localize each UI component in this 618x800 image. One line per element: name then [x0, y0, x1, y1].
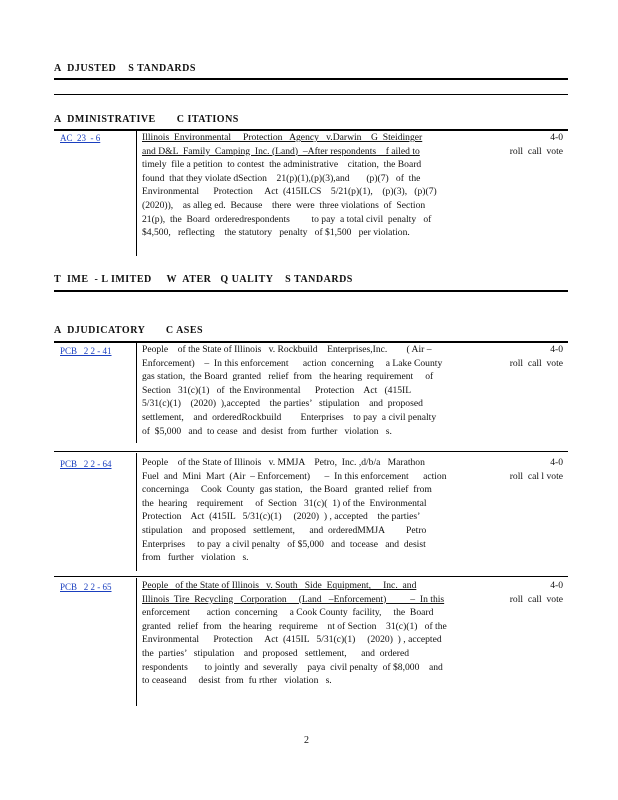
- case-text-line: $4,500, reflecting the statutory penalty of $1,500 per violation.: [142, 227, 410, 239]
- case-number-link[interactable]: PCB 2 2 - 64: [60, 459, 112, 469]
- case-text-line: Environmental Protection Act (415IL 5/31(c)(1) (2020) ) , accepted: [142, 634, 442, 646]
- case-caption-line: Illinois Environmental Protection Agency v.Darwin G Steidinger: [142, 132, 423, 143]
- case-text-line: 5/31(c)(1) (2020) ),accepted the parties’ stipulation and proposed: [142, 398, 423, 410]
- case-text-line: People of the State of Illinois v. MMJA Petro, Inc. ,d/b/a Marathon: [142, 457, 425, 468]
- case-text-line: Fuel and Mini Mart (Air – Enforcement) – In this enforcement action: [142, 470, 447, 482]
- heading-rule: [54, 78, 568, 80]
- vote-block: [490, 579, 563, 606]
- case-text-line: Enforcement) – In this enforcement action concerning a Lake County: [142, 357, 443, 369]
- case-divider-line: [136, 343, 137, 443]
- vote-count: 4-0: [550, 132, 563, 143]
- case-text-line: People of the State of Illinois v. Rockbuild Enterprises,Inc. ( Air –: [142, 344, 432, 355]
- case-text-line: the hearing requirement of Section 31(c)( 1) of the Environmental: [142, 497, 427, 509]
- time-limited-heading: T IME - L IMITED W ATER Q UALITY S TANDARDS: [54, 274, 353, 285]
- adjusted-standards-heading: A DJUSTED S TANDARDS: [54, 63, 196, 74]
- case-caption-line: and D&L Family Camping Inc. (Land) –After respondents f ailed to: [142, 145, 420, 157]
- vote-block: [490, 343, 563, 370]
- vote-block: [490, 131, 563, 158]
- vote-type: roll cal l vote: [509, 470, 563, 482]
- case-text-line: 21(p), the Board orderedrespondents to pay a total civil penalty of: [142, 213, 432, 225]
- case-summary: [142, 131, 502, 240]
- case-text-line: (2020)), as alleg ed. Because there were three violations of Section: [142, 199, 426, 211]
- case-separator: [54, 451, 568, 452]
- case-summary: [142, 579, 502, 688]
- case-text-line: settlement, and orderedRockbuild Enterprises to pay a civil penalty: [142, 411, 437, 423]
- case-text-line: Environmental Protection Act (415ILCS 5/21(p)(1), (p)(3), (p)(7): [142, 186, 437, 198]
- case-text-line: timely file a petition to contest the administrative citation, the Board: [142, 159, 422, 171]
- case-number-link[interactable]: PCB 2 2 - 65: [60, 582, 112, 592]
- case-divider-line: [136, 578, 137, 706]
- case-summary: [142, 343, 502, 438]
- case-divider-line: [136, 453, 137, 571]
- case-summary: [142, 456, 502, 565]
- case-number-link[interactable]: AC 23 - 6: [60, 133, 101, 143]
- case-text-line: from further violation s.: [142, 552, 249, 564]
- vote-type: roll call vote: [509, 593, 563, 605]
- case-text-line: found that they violate dSection 21(p)(1),(p)(3),and (p)(7) of the: [142, 172, 421, 184]
- case-text-line: concerninga Cook County gas station, the Board granted relief from: [142, 484, 432, 496]
- vote-count: 4-0: [550, 457, 563, 468]
- case-text-line: stipulation and proposed settlement, and orderedMMJA Petro: [142, 524, 427, 536]
- case-text-line: Protection Act (415IL 5/31(c)(1) (2020) ) , accepted the parties’: [142, 511, 421, 523]
- vote-count: 4-0: [550, 344, 563, 355]
- case-divider-line: [136, 131, 137, 256]
- case-text-line: to ceaseand desist from fu rther violation s.: [142, 675, 332, 687]
- page-number: 2: [304, 735, 309, 746]
- case-caption-line: Illinois Tire Recycling Corporation (Land –Enforcement) – In this: [142, 593, 445, 605]
- case-text-line: Enterprises to pay a civil penalty of $5,000 and tocease and desist: [142, 538, 426, 550]
- case-caption-line: People of the State of Illinois v. South Side Equipment, Inc. and: [142, 580, 417, 591]
- case-separator: [54, 576, 568, 577]
- case-text-line: enforcement action concerning a Cook County facility, the Board: [142, 607, 434, 619]
- vote-type: roll call vote: [509, 357, 563, 369]
- case-text-line: gas station, the Board granted relief from the hearing requirement of: [142, 371, 434, 383]
- vote-type: roll call vote: [509, 145, 563, 157]
- vote-count: 4-0: [550, 580, 563, 591]
- case-number-link[interactable]: PCB 2 2 - 41: [60, 346, 112, 356]
- vote-block: [490, 456, 563, 483]
- case-text-line: respondents to jointly and severally paya civil penalty of $8,000 and: [142, 661, 443, 673]
- case-text-line: of $5,000 and to cease and desist from further violation s.: [142, 425, 392, 437]
- case-text-line: granted relief from the hearing requireme nt of Section 31(c)(1) of the: [142, 620, 447, 632]
- adjudicatory-cases-heading: A DJUDICATORY C ASES: [54, 325, 204, 336]
- administrative-citations-heading: A DMINISTRATIVE C ITATIONS: [54, 114, 239, 125]
- case-text-line: the parties’ stipulation and proposed settlement, and ordered: [142, 647, 410, 659]
- heading-rule: [54, 290, 568, 292]
- section-divider: [54, 94, 568, 95]
- case-text-line: Section 31(c)(1) of the Environmental Protection Act (415IL: [142, 384, 412, 396]
